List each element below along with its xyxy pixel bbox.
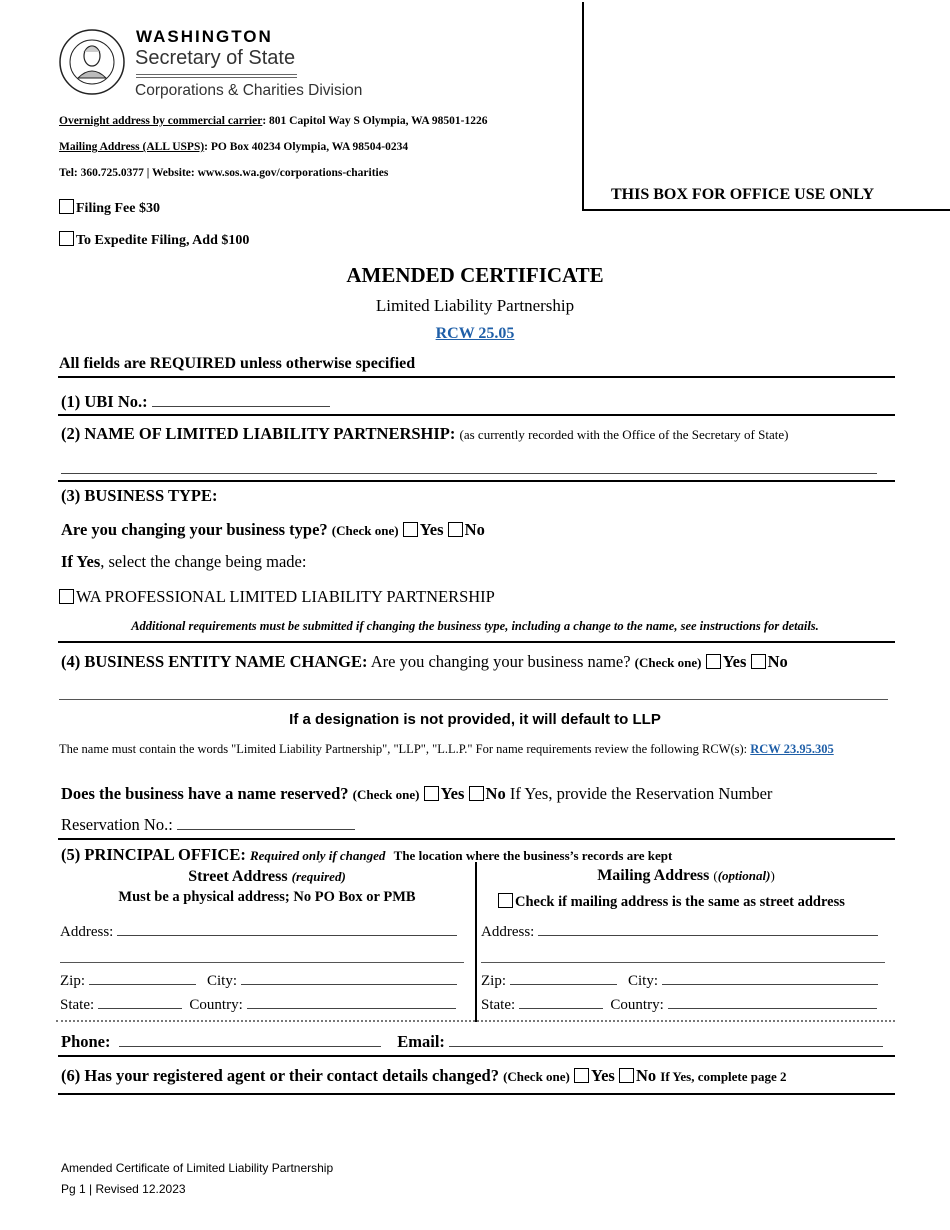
contact-line: Tel: 360.725.0377 | Website: www.sos.wa.gov/corporations-charities <box>59 167 389 179</box>
mailing-address-field: Address: <box>481 921 878 941</box>
if-yes-instruction: If Yes, select the change being made: <box>61 552 307 571</box>
street-country-input[interactable] <box>247 994 456 1009</box>
agent-change-yes-checkbox[interactable] <box>574 1068 589 1083</box>
street-address-note: Must be a physical address; No PO Box or PMB <box>118 889 416 905</box>
reserved-no-checkbox[interactable] <box>469 786 484 801</box>
type-change-yes-checkbox[interactable] <box>403 522 418 537</box>
same-address-option[interactable]: Check if mailing address is the same as street address <box>498 893 845 911</box>
type-change-no-checkbox[interactable] <box>448 522 463 537</box>
name-change-yes-checkbox[interactable] <box>706 654 721 669</box>
filing-fee-option[interactable]: Filing Fee $30 <box>59 199 160 217</box>
name-change-no-checkbox[interactable] <box>751 654 766 669</box>
mailing-address-title: Mailing Address ((optional)) <box>597 867 775 884</box>
business-type-label: (3) BUSINESS TYPE: <box>61 486 218 505</box>
mailing-country-input[interactable] <box>668 994 877 1009</box>
phone-input[interactable] <box>119 1032 381 1047</box>
llp-name-label: (2) NAME OF LIMITED LIABILITY PARTNERSHIP: (as currently recorded with the Office of the Secretary of State) <box>61 424 789 443</box>
street-address-field: Address: <box>60 921 457 941</box>
rcw-23-95-305-link[interactable]: RCW 23.95.305 <box>750 742 834 756</box>
principal-office-label: (5) PRINCIPAL OFFICE: Required only if changed The location where the business’s records are kept <box>61 845 673 864</box>
mailing-state-country: State: Country: <box>481 994 877 1014</box>
required-note: All fields are REQUIRED unless otherwise specified <box>59 355 416 372</box>
footer-title: Amended Certificate of Limited Liability Partnership <box>61 1161 334 1175</box>
office-box-border <box>582 2 584 210</box>
address-column-divider <box>475 862 477 1022</box>
street-state-country: State: Country: <box>60 994 456 1014</box>
expedite-option[interactable]: To Expedite Filing, Add $100 <box>59 231 249 249</box>
name-change-question: (4) BUSINESS ENTITY NAME CHANGE: Are you changing your business name? (Check one) Yes No <box>61 652 788 671</box>
ubi-field: (1) UBI No.: <box>61 392 330 412</box>
same-address-checkbox[interactable] <box>498 893 513 908</box>
agent-change-no-checkbox[interactable] <box>619 1068 634 1083</box>
reservation-input[interactable] <box>177 815 355 830</box>
phone-email-row: Phone: Email: <box>61 1032 883 1052</box>
business-type-note: Additional requirements must be submitted if changing the business type, including a change to the name, see instructions for details. <box>131 619 819 633</box>
form-subtitle: Limited Liability Partnership <box>375 296 575 315</box>
rcw-link[interactable]: RCW 25.05 <box>435 325 515 342</box>
footer-page: Pg 1 | Revised 12.2023 <box>61 1182 186 1196</box>
reservation-field: Reservation No.: <box>61 815 355 835</box>
street-address-title: Street Address (required) <box>188 868 346 885</box>
ubi-input[interactable] <box>152 392 330 407</box>
street-address-input[interactable] <box>117 921 457 936</box>
street-zip-input[interactable] <box>89 970 196 985</box>
name-reserved-question: Does the business have a name reserved? (Check one) Yes No If Yes, provide the Reservation Number <box>61 784 773 803</box>
mailing-city-input[interactable] <box>662 970 878 985</box>
mailing-address: Mailing Address (ALL USPS): PO Box 40234 Olympia, WA 98504-0234 <box>59 141 409 153</box>
street-city-input[interactable] <box>241 970 457 985</box>
expedite-checkbox[interactable] <box>59 231 74 246</box>
state-seal-logo <box>58 28 126 96</box>
llp-name-input[interactable] <box>61 459 877 474</box>
street-state-input[interactable] <box>98 994 182 1009</box>
street-zip-city: Zip: City: <box>60 970 457 990</box>
mailing-zip-city: Zip: City: <box>481 970 878 990</box>
org-name: WASHINGTON <box>136 27 273 46</box>
mailing-state-input[interactable] <box>519 994 603 1009</box>
new-name-input[interactable] <box>59 699 888 700</box>
mailing-address-line2[interactable] <box>481 962 885 963</box>
org-division: Corporations & Charities Division <box>135 82 363 99</box>
professional-llp-checkbox[interactable] <box>59 589 74 604</box>
office-use-label: THIS BOX FOR OFFICE USE ONLY <box>611 186 875 203</box>
email-input[interactable] <box>449 1032 883 1047</box>
mailing-address-input[interactable] <box>538 921 878 936</box>
reserved-yes-checkbox[interactable] <box>424 786 439 801</box>
mailing-zip-input[interactable] <box>510 970 617 985</box>
form-title: AMENDED CERTIFICATE <box>346 263 604 287</box>
street-address-line2[interactable] <box>60 962 464 963</box>
registered-agent-question: (6) Has your registered agent or their contact details changed? (Check one) Yes No If Yes, complete page 2 <box>61 1066 787 1085</box>
designation-note: If a designation is not provided, it will default to LLP <box>289 711 661 728</box>
name-requirements: The name must contain the words "Limited Liability Partnership", "LLP", "L.L.P." For name requirements review the following RCW(s): RCW 23.95.305 <box>59 742 834 756</box>
filing-fee-checkbox[interactable] <box>59 199 74 214</box>
overnight-address: Overnight address by commercial carrier: 801 Capitol Way S Olympia, WA 98501-1226 <box>59 115 488 127</box>
professional-llp-option[interactable]: WA PROFESSIONAL LIMITED LIABILITY PARTNERSHIP <box>59 587 495 607</box>
org-department: Secretary of State <box>135 47 296 69</box>
business-type-question: Are you changing your business type? (Check one) Yes No <box>61 520 485 539</box>
